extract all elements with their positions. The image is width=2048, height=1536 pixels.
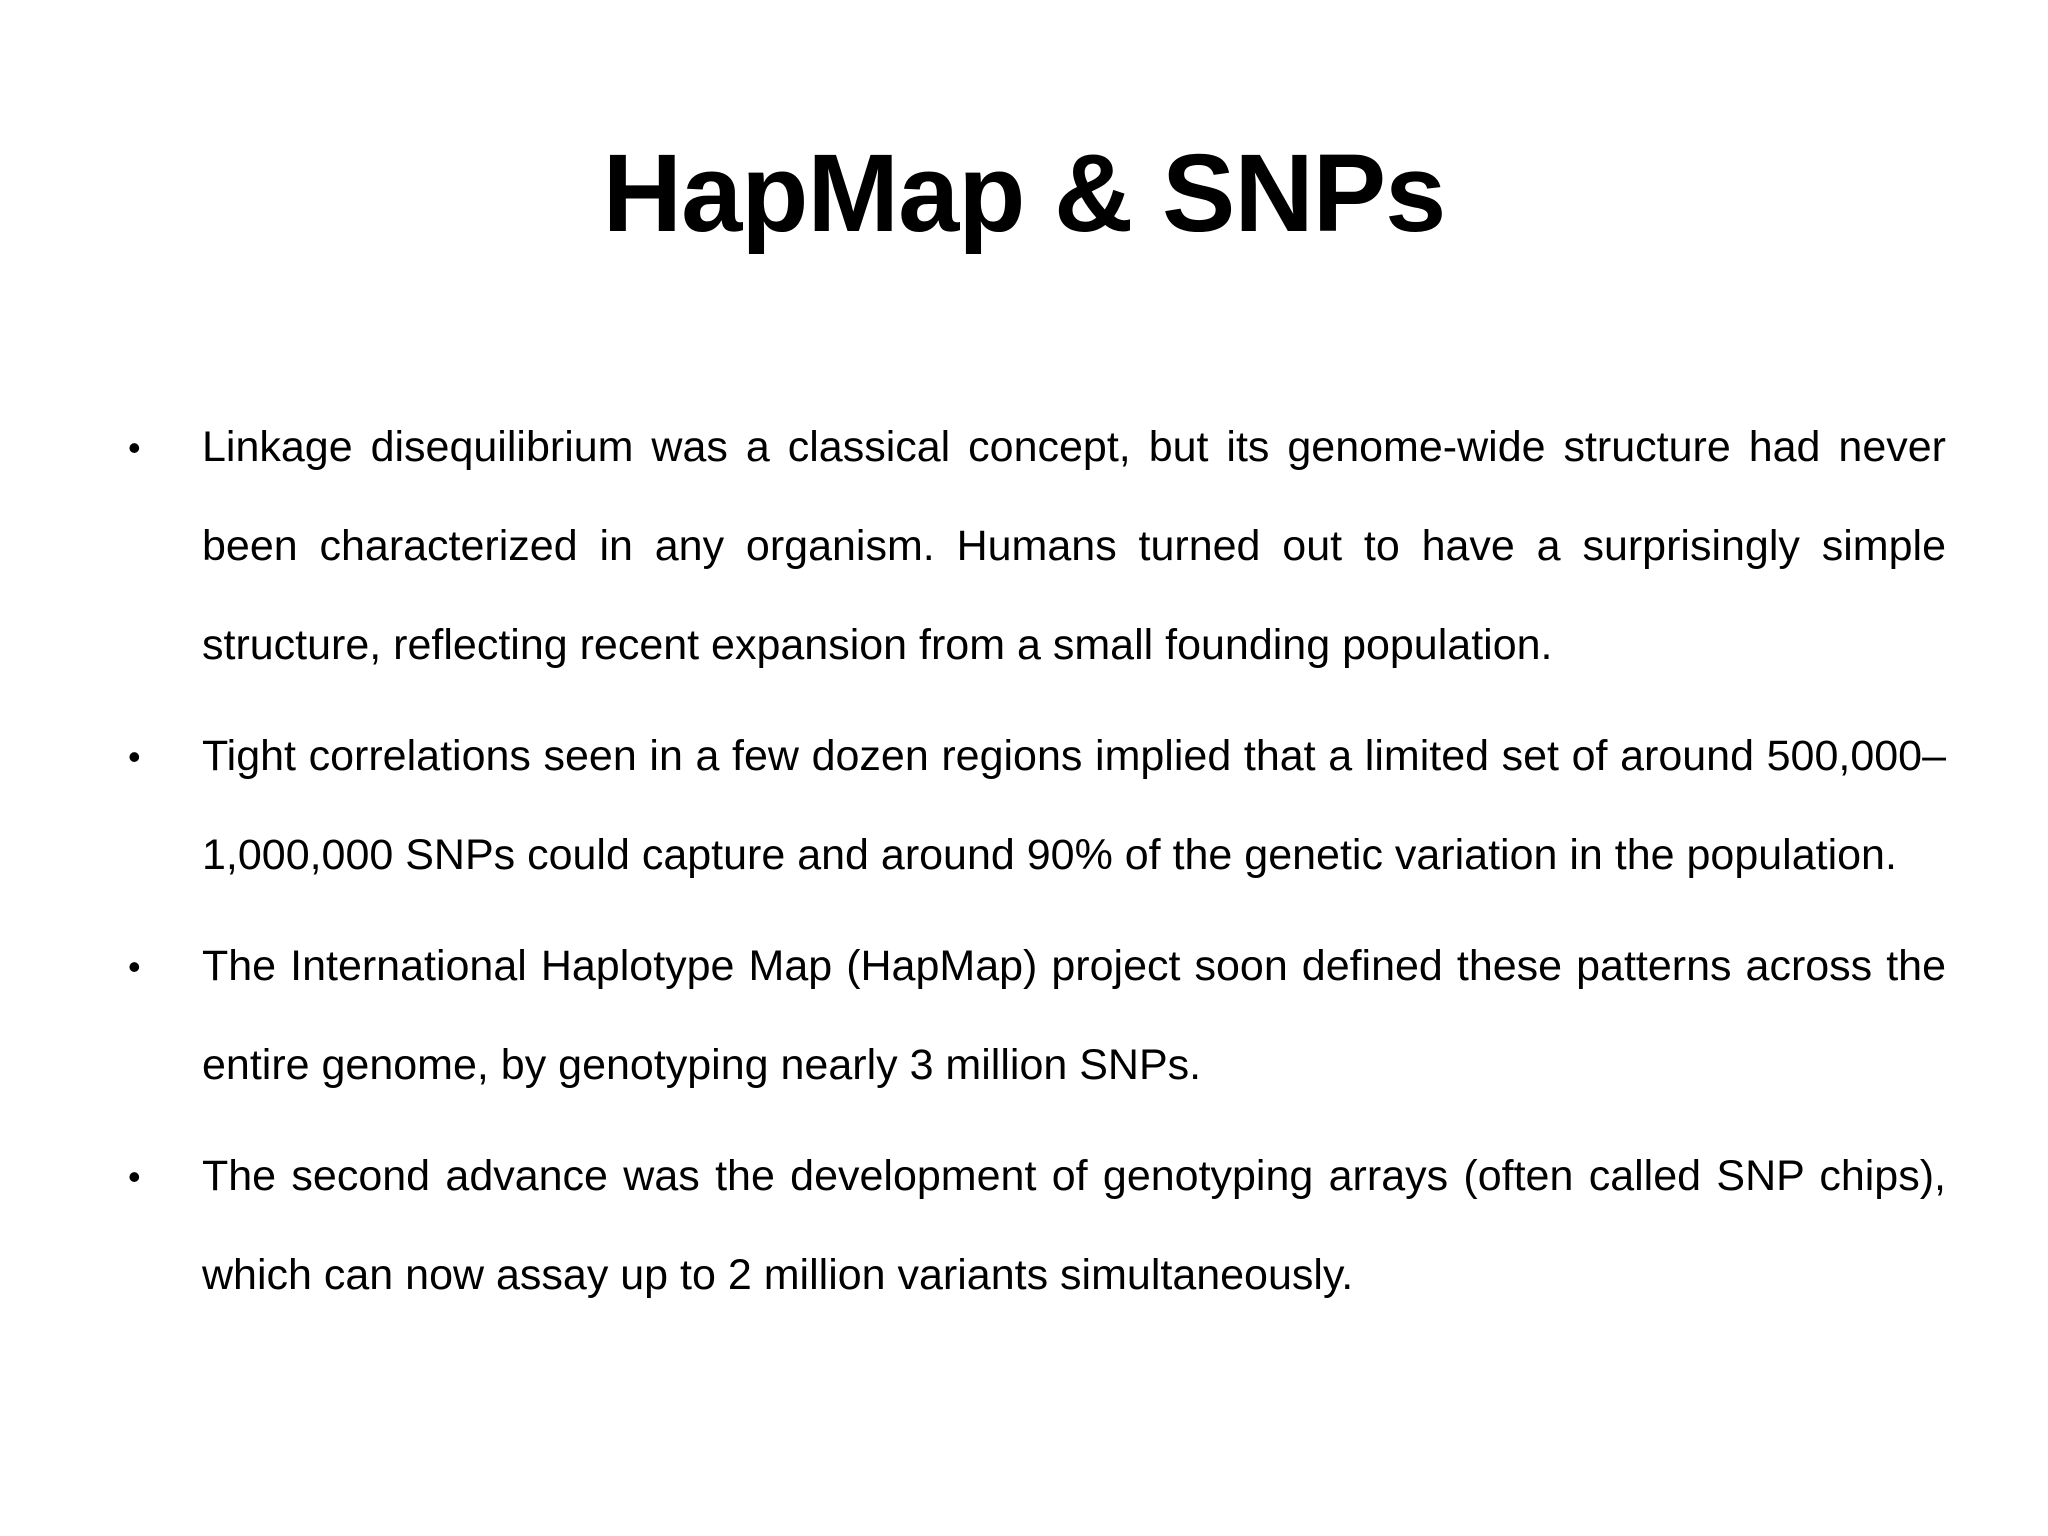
bullet-text: The second advance was the development of genotyping arrays (often called SNP chips), which can now assay up to 2 million variants simultaneously. <box>202 1152 1946 1299</box>
bullet-icon: • <box>128 946 141 987</box>
bullet-text: The International Haplotype Map (HapMap) project soon defined these patterns across the entire genome, by genotyping nearly 3 million SNPs. <box>202 942 1946 1089</box>
bullet-icon: • <box>128 427 141 468</box>
bullet-list <box>110 398 1946 1337</box>
bullet-item-correlations <box>110 707 1946 905</box>
bullet-icon: • <box>128 1156 141 1197</box>
bullet-text: Linkage disequilibrium was a classical concept, but its genome-wide structure had never been characterized in any organism. Humans turned out to have a surprisingly simple structure, reflecting recent expansion from a small founding population. <box>202 423 1946 669</box>
bullet-item-hapmap-project <box>110 917 1946 1115</box>
bullet-text: Tight correlations seen in a few dozen regions implied that a limited set of around 500,000–1,000,000 SNPs could capture and around 90% of the genetic variation in the population. <box>202 732 1946 879</box>
bullet-icon: • <box>128 736 141 777</box>
slide-title: HapMap & SNPs <box>602 132 1446 255</box>
bullet-item-linkage <box>110 398 1946 695</box>
bullet-item-genotyping-arrays <box>110 1127 1946 1325</box>
